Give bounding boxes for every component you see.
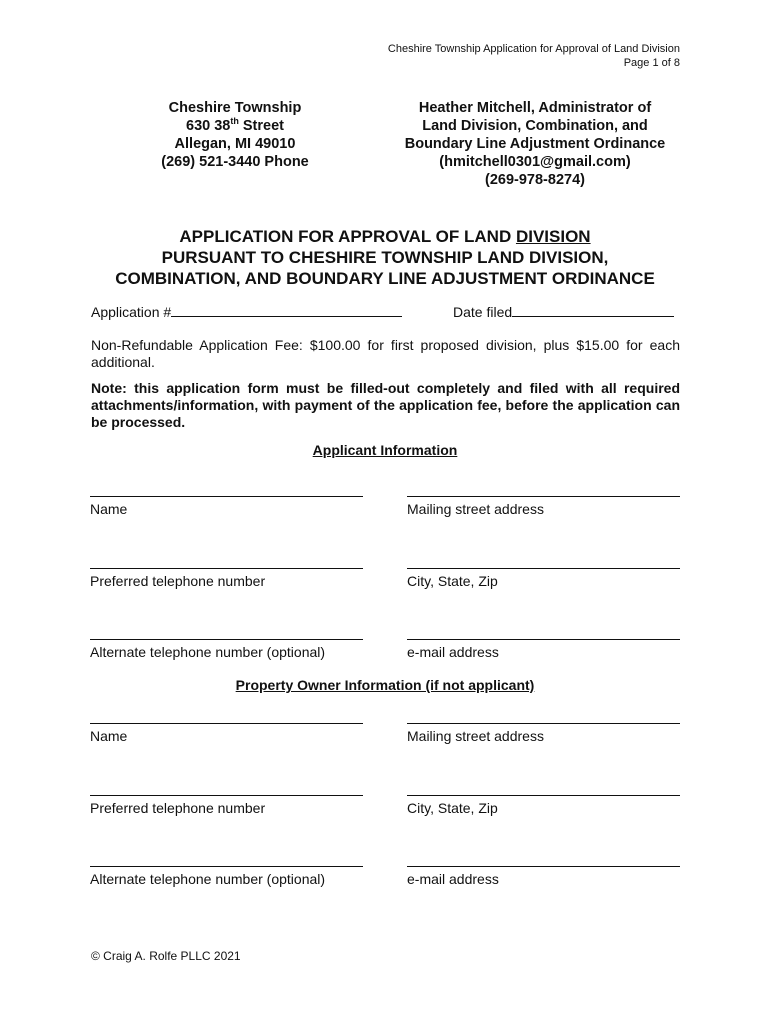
township-street	[130, 117, 340, 135]
field-label: e-mail address	[407, 871, 499, 887]
signature-line	[90, 866, 363, 867]
header-document-title: Cheshire Township Application for Approval of Land Division	[387, 43, 680, 55]
title-line-1	[60, 226, 710, 247]
application-number-row	[91, 302, 402, 321]
administrator-line-3: Boundary Line Adjustment Ordinance	[404, 136, 666, 152]
applicant-mailing-address-field[interactable]	[407, 496, 680, 518]
street-name: Street	[238, 118, 284, 134]
signature-line	[407, 568, 680, 569]
signature-line	[407, 723, 680, 724]
page-header	[388, 42, 680, 70]
owner-email-field[interactable]	[407, 866, 680, 888]
applicant-information-heading: Applicant Information	[312, 442, 458, 458]
signature-line	[90, 723, 363, 724]
township-phone: (269) 521-3440 Phone	[161, 154, 309, 170]
field-label: Mailing street address	[407, 728, 544, 744]
administrator-email: (hmitchell0301@gmail.com)	[439, 154, 631, 170]
date-filed-row	[453, 302, 674, 321]
field-label: City, State, Zip	[407, 573, 498, 589]
township-name: Cheshire Township	[168, 100, 302, 116]
owner-name-field[interactable]	[90, 723, 363, 745]
township-address-block	[130, 99, 340, 171]
field-label: Alternate telephone number (optional)	[90, 871, 326, 887]
application-number-field[interactable]	[171, 302, 402, 317]
date-filed-label: Date filed	[453, 304, 513, 320]
administrator-line-2: Land Division, Combination, and	[422, 118, 648, 134]
applicant-alternate-phone-field[interactable]	[90, 639, 363, 661]
signature-line	[407, 496, 680, 497]
field-label: Name	[90, 728, 128, 744]
copyright-footer: © Craig A. Rolfe PLLC 2021	[91, 949, 241, 963]
applicant-preferred-phone-field[interactable]	[90, 568, 363, 590]
field-label: e-mail address	[407, 644, 499, 660]
signature-line	[90, 795, 363, 796]
applicant-email-field[interactable]	[407, 639, 680, 661]
field-label: Preferred telephone number	[90, 800, 266, 816]
field-label: City, State, Zip	[407, 800, 498, 816]
title-line-1-underlined: DIVISION	[515, 227, 591, 246]
application-number-label: Application #	[91, 304, 172, 320]
administrator-contact-block	[380, 99, 690, 189]
title-line-2: PURSUANT TO CHESHIRE TOWNSHIP LAND DIVISION,	[161, 248, 609, 267]
signature-line	[90, 568, 363, 569]
filing-note-text: Note: this application form must be filled-out completely and filed with all required attachments/information, with payment of the application fee, before the application can be processed.	[91, 380, 680, 430]
signature-line	[90, 496, 363, 497]
property-owner-information-heading: Property Owner Information (if not applicant)	[235, 677, 535, 693]
owner-mailing-address-field[interactable]	[407, 723, 680, 745]
header-page-number: Page 1 of 8	[623, 57, 680, 69]
street-number: 630 38	[186, 118, 231, 134]
title-line-3: COMBINATION, AND BOUNDARY LINE ADJUSTMENT ORDINANCE	[115, 269, 655, 288]
owner-city-state-zip-field[interactable]	[407, 795, 680, 817]
title-line-1-prefix: APPLICATION FOR APPROVAL OF LAND	[179, 227, 516, 246]
field-label: Name	[90, 501, 128, 517]
owner-alternate-phone-field[interactable]	[90, 866, 363, 888]
owner-preferred-phone-field[interactable]	[90, 795, 363, 817]
administrator-line-1: Heather Mitchell, Administrator of	[418, 100, 652, 116]
signature-line	[407, 795, 680, 796]
applicant-city-state-zip-field[interactable]	[407, 568, 680, 590]
applicant-name-field[interactable]	[90, 496, 363, 518]
field-label: Alternate telephone number (optional)	[90, 644, 326, 660]
signature-line	[90, 639, 363, 640]
document-title	[60, 226, 710, 289]
township-city: Allegan, MI 49010	[174, 136, 296, 152]
field-label: Mailing street address	[407, 501, 544, 517]
administrator-phone: (269-978-8274)	[485, 172, 585, 188]
street-ordinal-suffix: th	[230, 116, 239, 127]
date-filed-field[interactable]	[512, 302, 674, 317]
field-label: Preferred telephone number	[90, 573, 266, 589]
application-fee-text: Non-Refundable Application Fee: $100.00 for first proposed division, plus $15.00 for each additional.	[91, 337, 680, 370]
signature-line	[407, 866, 680, 867]
signature-line	[407, 639, 680, 640]
